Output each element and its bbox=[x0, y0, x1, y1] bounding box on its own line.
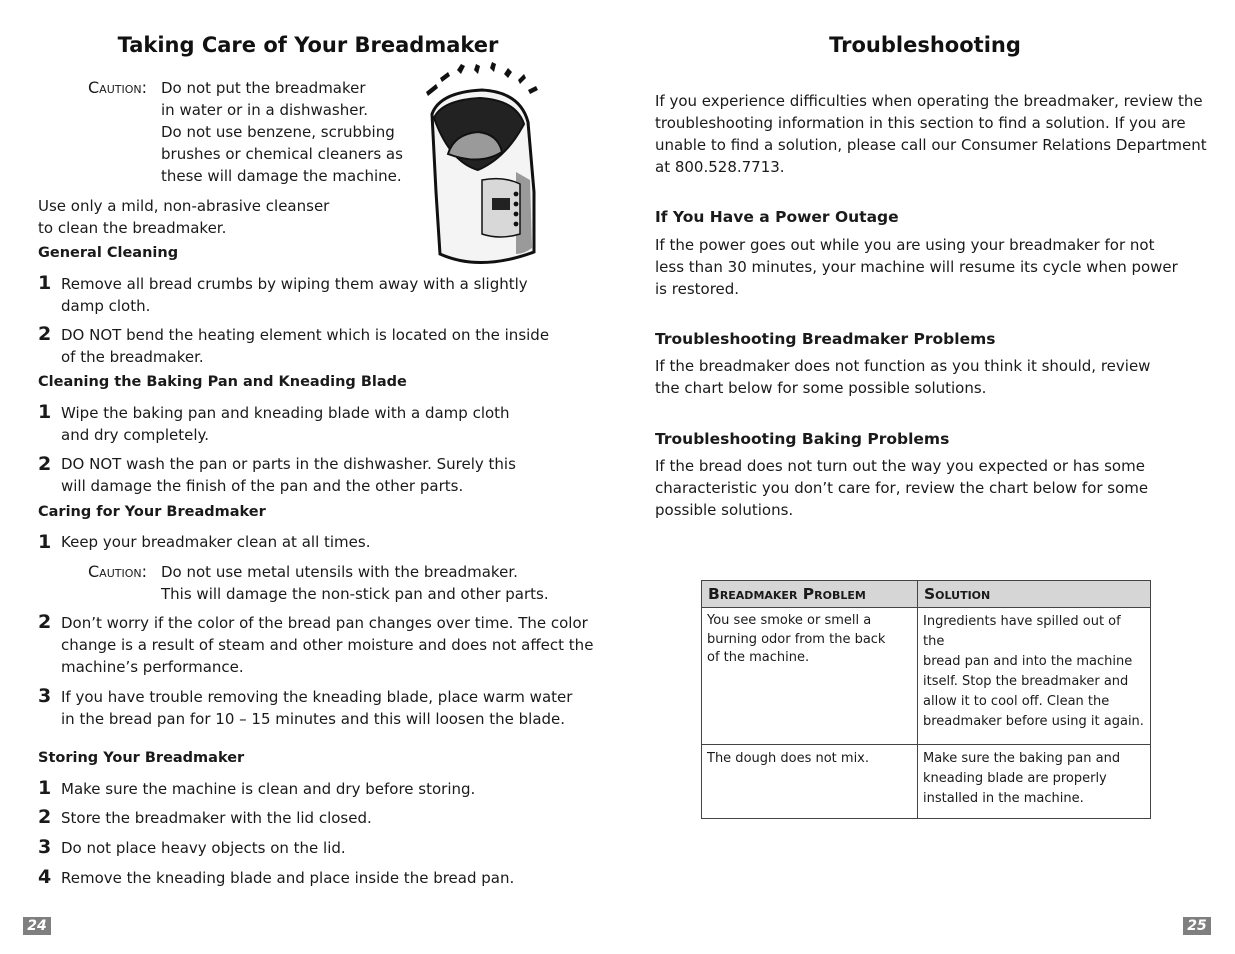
caution-label: Caution: bbox=[88, 562, 147, 581]
list-item: Remove the kneading blade and place inside the bread pan. bbox=[61, 869, 515, 887]
step-number: 2 bbox=[38, 453, 52, 475]
list-item: DO NOT wash the pan or parts in the dishwasher. Surely this will damage the finish of the pan and the other parts. bbox=[61, 455, 516, 495]
general-cleaning-heading: General Cleaning bbox=[38, 245, 179, 261]
list-item: Remove all bread crumbs by wiping them away with a slightly damp cloth. bbox=[61, 275, 528, 315]
solution-cell: Make sure the baking pan and kneading blade are properly installed in the machine. bbox=[918, 745, 1151, 819]
step-number: 1 bbox=[38, 777, 52, 799]
caution-text: Do not put the breadmaker in water or in a dishwasher. Do not use benzene, scrubbing brushes or chemical cleaners as these will damage the machine. bbox=[161, 79, 403, 185]
problem-cell: You see smoke or smell a burning odor from the back of the machine. bbox=[702, 608, 918, 745]
troubleshooting-table bbox=[701, 580, 1151, 819]
list-item: Don’t worry if the color of the bread pan changes over time. The color change is a result of steam and other moisture and does not affect the machine’s performance. bbox=[61, 614, 594, 676]
list-item: Do not place heavy objects on the lid. bbox=[61, 839, 346, 857]
list-item: If you have trouble removing the kneading blade, place warm water in the bread pan for 10 – 15 minutes and this will loosen the blade. bbox=[61, 688, 573, 728]
pan-cleaning-heading: Cleaning the Baking Pan and Kneading Blade bbox=[38, 374, 407, 390]
solution-cell: Ingredients have spilled out of the bread pan and into the machine itself. Stop the breadmaker and allow it to cool off. Clean the breadmaker before using it again. bbox=[918, 608, 1151, 745]
breadmaker-icon bbox=[420, 62, 542, 272]
table-row bbox=[702, 608, 1151, 745]
problem-cell: The dough does not mix. bbox=[702, 745, 918, 819]
caution-label: Caution: bbox=[88, 78, 147, 97]
caution-text: Do not use metal utensils with the breadmaker. This will damage the non-stick pan and other parts. bbox=[161, 563, 549, 603]
list-item: Store the breadmaker with the lid closed. bbox=[61, 809, 372, 827]
page-number-left: 24 bbox=[23, 917, 51, 935]
step-number: 2 bbox=[38, 323, 52, 345]
page-number-right: 25 bbox=[1183, 917, 1211, 935]
list-item: Wipe the baking pan and kneading blade with a damp cloth and dry completely. bbox=[61, 404, 510, 444]
list-item: DO NOT bend the heating element which is located on the inside of the breadmaker. bbox=[61, 326, 550, 366]
step-number: 2 bbox=[38, 611, 52, 633]
table-row bbox=[702, 745, 1151, 819]
baking-problems-heading: Troubleshooting Baking Problems bbox=[655, 430, 950, 448]
intro-text: Use only a mild, non-abrasive cleanser to clean the breadmaker. bbox=[38, 197, 330, 237]
step-number: 3 bbox=[38, 836, 52, 858]
column-header-problem: Breadmaker Problem bbox=[702, 581, 918, 608]
page-title-care: Taking Care of Your Breadmaker bbox=[117, 33, 499, 57]
table-header-row bbox=[702, 581, 1151, 608]
list-item: Keep your breadmaker clean at all times. bbox=[61, 533, 371, 551]
step-number: 4 bbox=[38, 866, 52, 888]
step-number: 1 bbox=[38, 272, 52, 294]
step-number: 3 bbox=[38, 685, 52, 707]
power-outage-heading: If You Have a Power Outage bbox=[655, 208, 899, 226]
step-number: 2 bbox=[38, 806, 52, 828]
power-outage-text: If the power goes out while you are using your breadmaker for not less than 30 minutes, your machine will resume its cycle when power is restored. bbox=[655, 236, 1178, 298]
caring-heading: Caring for Your Breadmaker bbox=[38, 504, 266, 520]
step-number: 1 bbox=[38, 531, 52, 553]
page-title-troubleshooting: Troubleshooting bbox=[829, 33, 1021, 57]
list-item: Make sure the machine is clean and dry before storing. bbox=[61, 780, 476, 798]
storing-heading: Storing Your Breadmaker bbox=[38, 750, 245, 766]
baking-problems-text: If the bread does not turn out the way you expected or has some characteristic you don’t care for, review the chart below for some possible solutions. bbox=[655, 457, 1149, 519]
breadmaker-problems-heading: Troubleshooting Breadmaker Problems bbox=[655, 330, 996, 348]
breadmaker-problems-text: If the breadmaker does not function as you think it should, review the chart below for some possible solutions. bbox=[655, 357, 1151, 397]
column-header-solution: Solution bbox=[918, 581, 1151, 608]
step-number: 1 bbox=[38, 401, 52, 423]
troubleshooting-intro: If you experience difficulties when operating the breadmaker, review the troubleshooting information in this section to find a solution. If you are unable to find a solution, please call our Consumer Relations Department at 800.528.7713. bbox=[655, 92, 1207, 176]
